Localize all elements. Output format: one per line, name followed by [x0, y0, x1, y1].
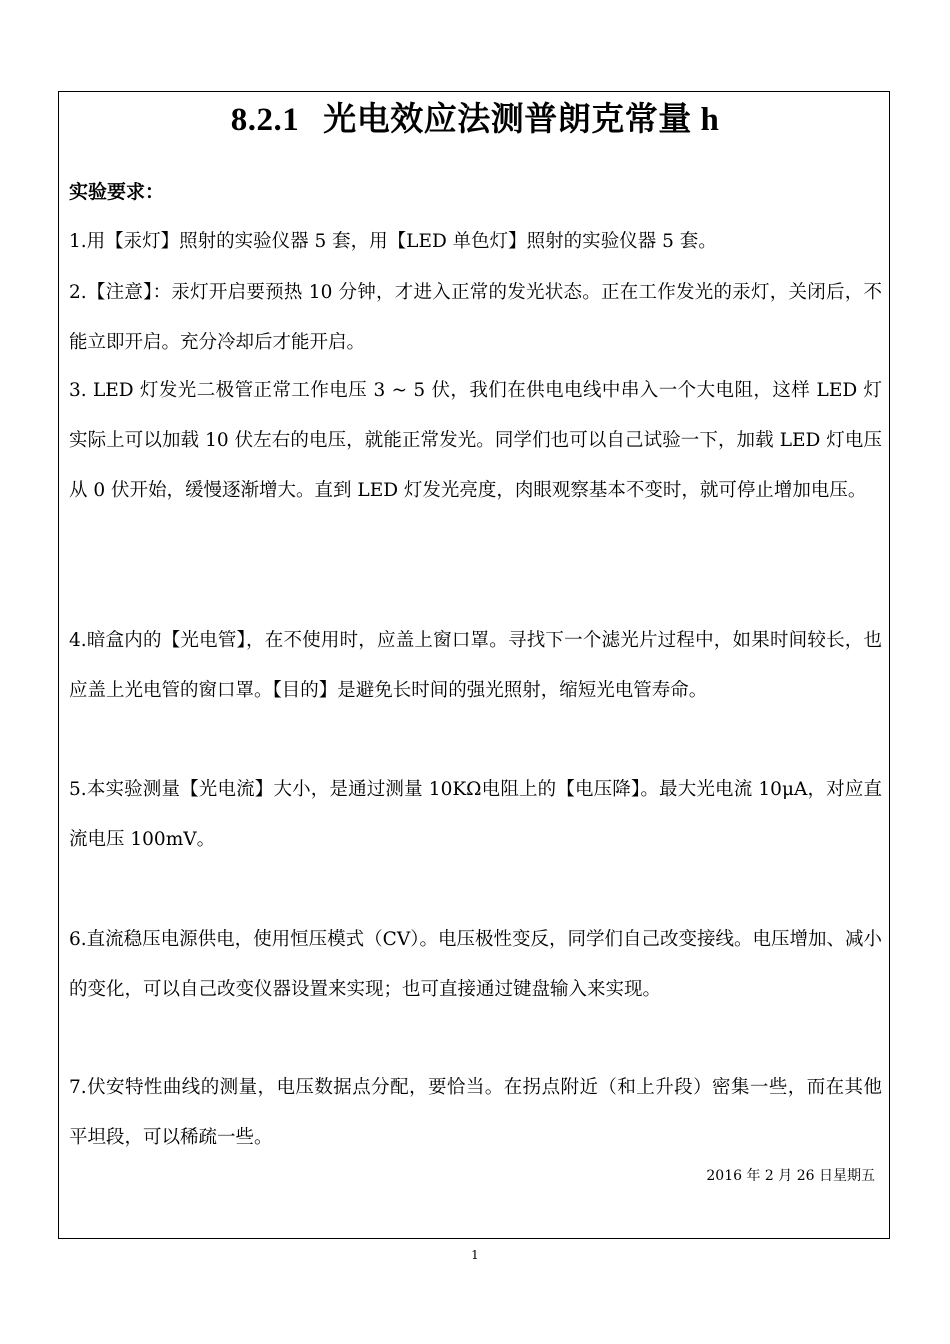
document-title	[0, 98, 950, 142]
section-number: 8.2.1	[230, 102, 300, 138]
requirement-item-5: 5.本实验测量【光电流】大小，是通过测量 10KΩ电阻上的【电压降】。最大光电流 10μA，对应直流电压 100mV。	[69, 779, 882, 850]
requirement-item-3: 3. LED 灯发光二极管正常工作电压 3 ~ 5 伏，我们在供电电线中串入一个大电阻，这样 LED 灯实际上可以加载 10 伏左右的电压，就能正常发光。同学们也可以自己试验一下，加载 LED 灯电压从 0 伏开始，缓慢逐渐增大。直到 LED 灯发光亮度，肉眼观察基本不变时，就可停止增加电压。	[69, 380, 882, 501]
requirement-item-6: 6.直流稳压电源供电，使用恒压模式（CV）。电压极性变反，同学们自己改变接线。电压增加、减小的变化，可以自己改变仪器设置来实现；也可直接通过键盘输入来实现。	[69, 929, 882, 1000]
requirement-item-1: 1.用【汞灯】照射的实验仪器 5 套，用【LED 单色灯】照射的实验仪器 5 套。	[69, 231, 717, 252]
page-number: 1	[471, 1248, 479, 1262]
requirement-item-7: 7.伏安特性曲线的测量，电压数据点分配，要恰当。在拐点附近（和上升段）密集一些，而在其他平坦段，可以稀疏一些。	[69, 1077, 882, 1148]
requirement-item-2: 2.【注意】：汞灯开启要预热 10 分钟，才进入正常的发光状态。正在工作发光的汞灯，关闭后，不能立即开启。充分冷却后才能开启。	[69, 282, 882, 353]
requirements-heading: 实验要求：	[69, 181, 165, 203]
requirement-item-4: 4.暗盒内的【光电管】，在不使用时，应盖上窗口罩。寻找下一个滤光片过程中，如果时间较长，也应盖上光电管的窗口罩。【目的】是避免长时间的强光照射，缩短光电管寿命。	[69, 630, 882, 701]
document-date: 2016 年 2 月 26 日星期五	[706, 1168, 875, 1184]
title-text: 光电效应法测普朗克常量 h	[323, 102, 720, 138]
